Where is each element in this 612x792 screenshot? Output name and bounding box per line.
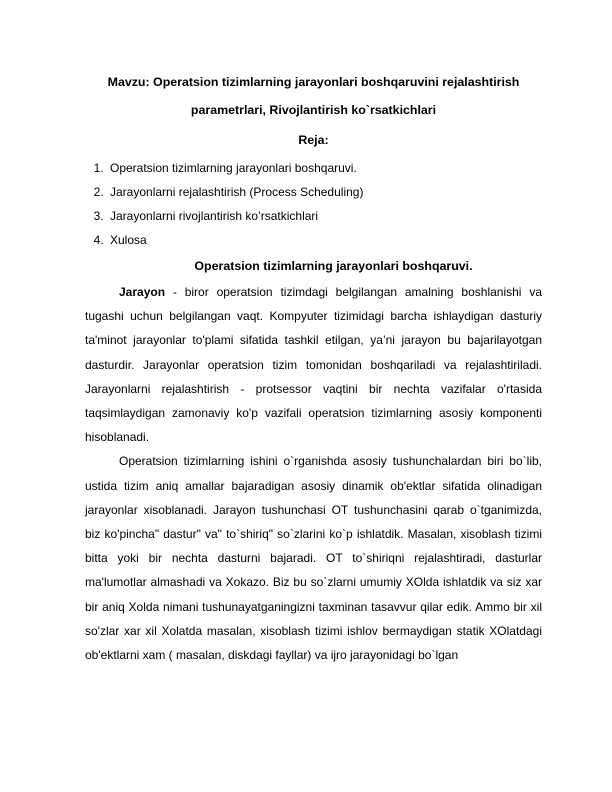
document-title-line-1: Mavzu: Operatsion tizimlarning jarayonlari boshqaruvini rejalashtirish	[107, 75, 520, 89]
paragraph-1	[85, 280, 542, 449]
plan-item: 1. Operatsion tizimlarning jarayonlari boshqaruvi.	[107, 156, 542, 180]
document-page	[85, 68, 542, 667]
plan-list	[85, 156, 542, 252]
plan-heading: Reja:	[298, 133, 329, 147]
paragraph-1-text: - biror operatsion tizimdagi belgilangan amalning boshlanishi va tugashi uchun belgilangan vaqt. Kompyuter tizimidagi barcha ishlaydigan dasturiy ta'minot jarayonlar to'plami sifatida tashkil etilgan, ya’ni jarayon bu bajarilayotgan dasturdir. Jarayonlar operatsion tizim tomonidan boshqariladi va rejalashtiriladi. Jarayonlarni rejalashtirish - protsessor vaqtini bir nechta vazifalar o'rtasida taqsimlaydigan zamonaviy ko'p vazifali operatsion tizimlarning asosiy komponenti hisoblanadi.	[85, 285, 542, 445]
document-title-line-2: parametrlari, Rivojlantirish ko`rsatkichlari	[190, 103, 437, 117]
paragraph-2: Operatsion tizimlarning ishini o`rganishda asosiy tushunchalardan biri bo`lib, ustida tizim aniq amallar bajaradigan asosiy dinamik ob'ektlar sifatida olinadigan jarayonlar xisoblanadi. Jarayon tushunchasi OT tushunchasini qarab o`tganimizda, biz ko'pincha" dastur" va" to`shiriq" so`zlarini ko`p ishlatdik. Masalan, xisoblash tizimi bitta yoki bir nechta dasturni bajaradi. OT to`shiriqni rejalashtiradi, dasturlar ma'lumotlar almashadi va Xokazo. Biz bu so`zlarni umumiy XOlda ishlatdik va siz xar bir aniq Xolda nimani tushunayatganingizni taxminan tasavvur qilar edik. Ammo bir xil so'zlar xar xil Xolatda masalan, xisoblash tizimi ishlov bermaydigan statik XOlatdagi ob'ektlarni xam ( masalan, diskdagi fayllar) va ijro jarayonidagi bo`lgan	[85, 454, 542, 663]
paragraph-1-term: Jarayon	[119, 285, 166, 299]
plan-item: 4. Xulosa	[107, 228, 542, 252]
section-heading: Operatsion tizimlarning jarayonlari boshqaruvi.	[194, 259, 473, 273]
plan-item: 2. Jarayonlarni rejalashtirish (Process Scheduling)	[107, 180, 542, 204]
plan-item: 3. Jarayonlarni rivojlantirish ko’rsatkichlari	[107, 204, 542, 228]
